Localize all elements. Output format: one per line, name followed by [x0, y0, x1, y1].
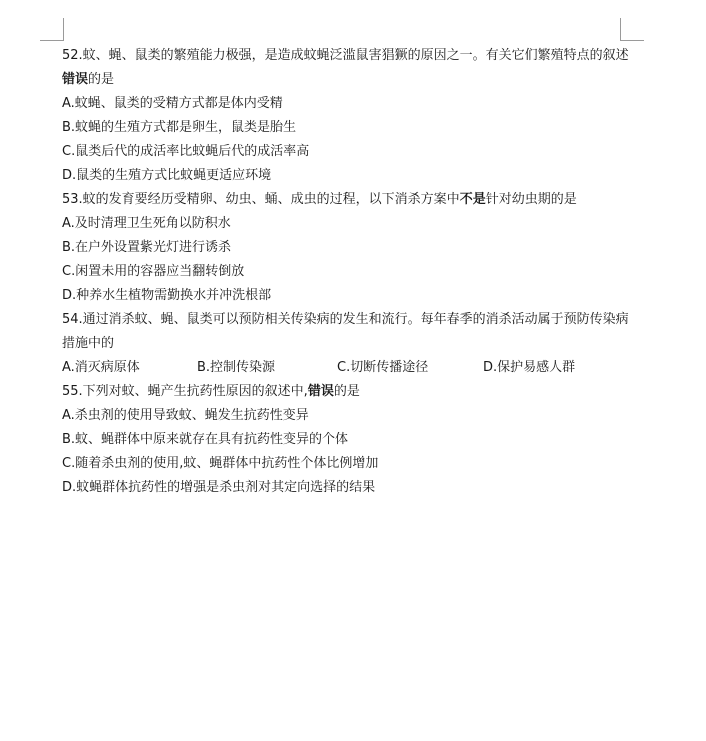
- question-52-option-d: D.鼠类的生殖方式比蚊蝇更适应环境: [62, 168, 272, 183]
- question-52-option-b: B.蚊蝇的生殖方式都是卵生，鼠类是胎生: [62, 120, 297, 135]
- question-52-emphasis: 错误: [62, 72, 89, 87]
- question-55-option-b: B.蚊、蝇群体中原来就存在具有抗药性变异的个体: [62, 432, 349, 447]
- crop-mark-top-right-h: [620, 40, 644, 41]
- question-54-option-a: A.消灭病原体: [62, 360, 140, 375]
- question-54-option-c: C.切断传播途径: [337, 360, 429, 375]
- crop-mark-top-left-h: [40, 40, 64, 41]
- question-53-text-end: 针对幼虫期的是: [485, 192, 577, 207]
- question-53-emphasis: 不是: [459, 192, 486, 207]
- question-54-options: [62, 356, 632, 380]
- question-52-option-c: C.鼠类后代的成活率比蚊蝇后代的成活率高: [62, 144, 310, 159]
- question-52-option-a: A.蚊蝇、鼠类的受精方式都是体内受精: [62, 96, 283, 111]
- document-body: [62, 44, 632, 500]
- question-54-option-b: B.控制传染源: [197, 360, 276, 375]
- question-53-option-a: A.及时清理卫生死角以防积水: [62, 216, 231, 231]
- question-52-stem: [62, 44, 632, 92]
- question-55-text: 55.下列对蚊、蝇产生抗药性原因的叙述中,: [62, 384, 308, 399]
- question-53-option-c: C.闲置未用的容器应当翻转倒放: [62, 264, 245, 279]
- question-52-text-end: 的是: [88, 72, 115, 87]
- question-54-stem: 54.通过消杀蚊、蝇、鼠类可以预防相关传染病的发生和流行。每年春季的消杀活动属于预防传染病措施中的: [62, 312, 629, 351]
- question-54-option-d: D.保护易感人群: [483, 360, 576, 375]
- question-53-option-b: B.在户外设置紫光灯进行诱杀: [62, 240, 232, 255]
- question-52-text: 52.蚊、蝇、鼠类的繁殖能力极强，是造成蚊蝇泛滥鼠害猖獗的原因之一。有关它们繁殖特点的叙述: [62, 48, 629, 63]
- crop-mark-top-right-v: [620, 18, 621, 41]
- question-55-stem: [62, 380, 632, 404]
- question-55-option-d: D.蚊蝇群体抗药性的增强是杀虫剂对其定向选择的结果: [62, 480, 376, 495]
- question-53-stem: [62, 188, 632, 212]
- question-53-option-d: D.种养水生植物需勤换水并冲洗根部: [62, 288, 272, 303]
- question-53-text: 53.蚊的发育要经历受精卵、幼虫、蛹、成虫的过程，以下消杀方案中: [62, 192, 460, 207]
- question-55-text-end: 的是: [333, 384, 360, 399]
- question-55-option-a: A.杀虫剂的使用导致蚊、蝇发生抗药性变异: [62, 408, 309, 423]
- question-55-option-c: C.随着杀虫剂的使用,蚊、蝇群体中抗药性个体比例增加: [62, 456, 379, 471]
- question-55-emphasis: 错误: [307, 384, 334, 399]
- crop-mark-top-left-v: [63, 18, 64, 41]
